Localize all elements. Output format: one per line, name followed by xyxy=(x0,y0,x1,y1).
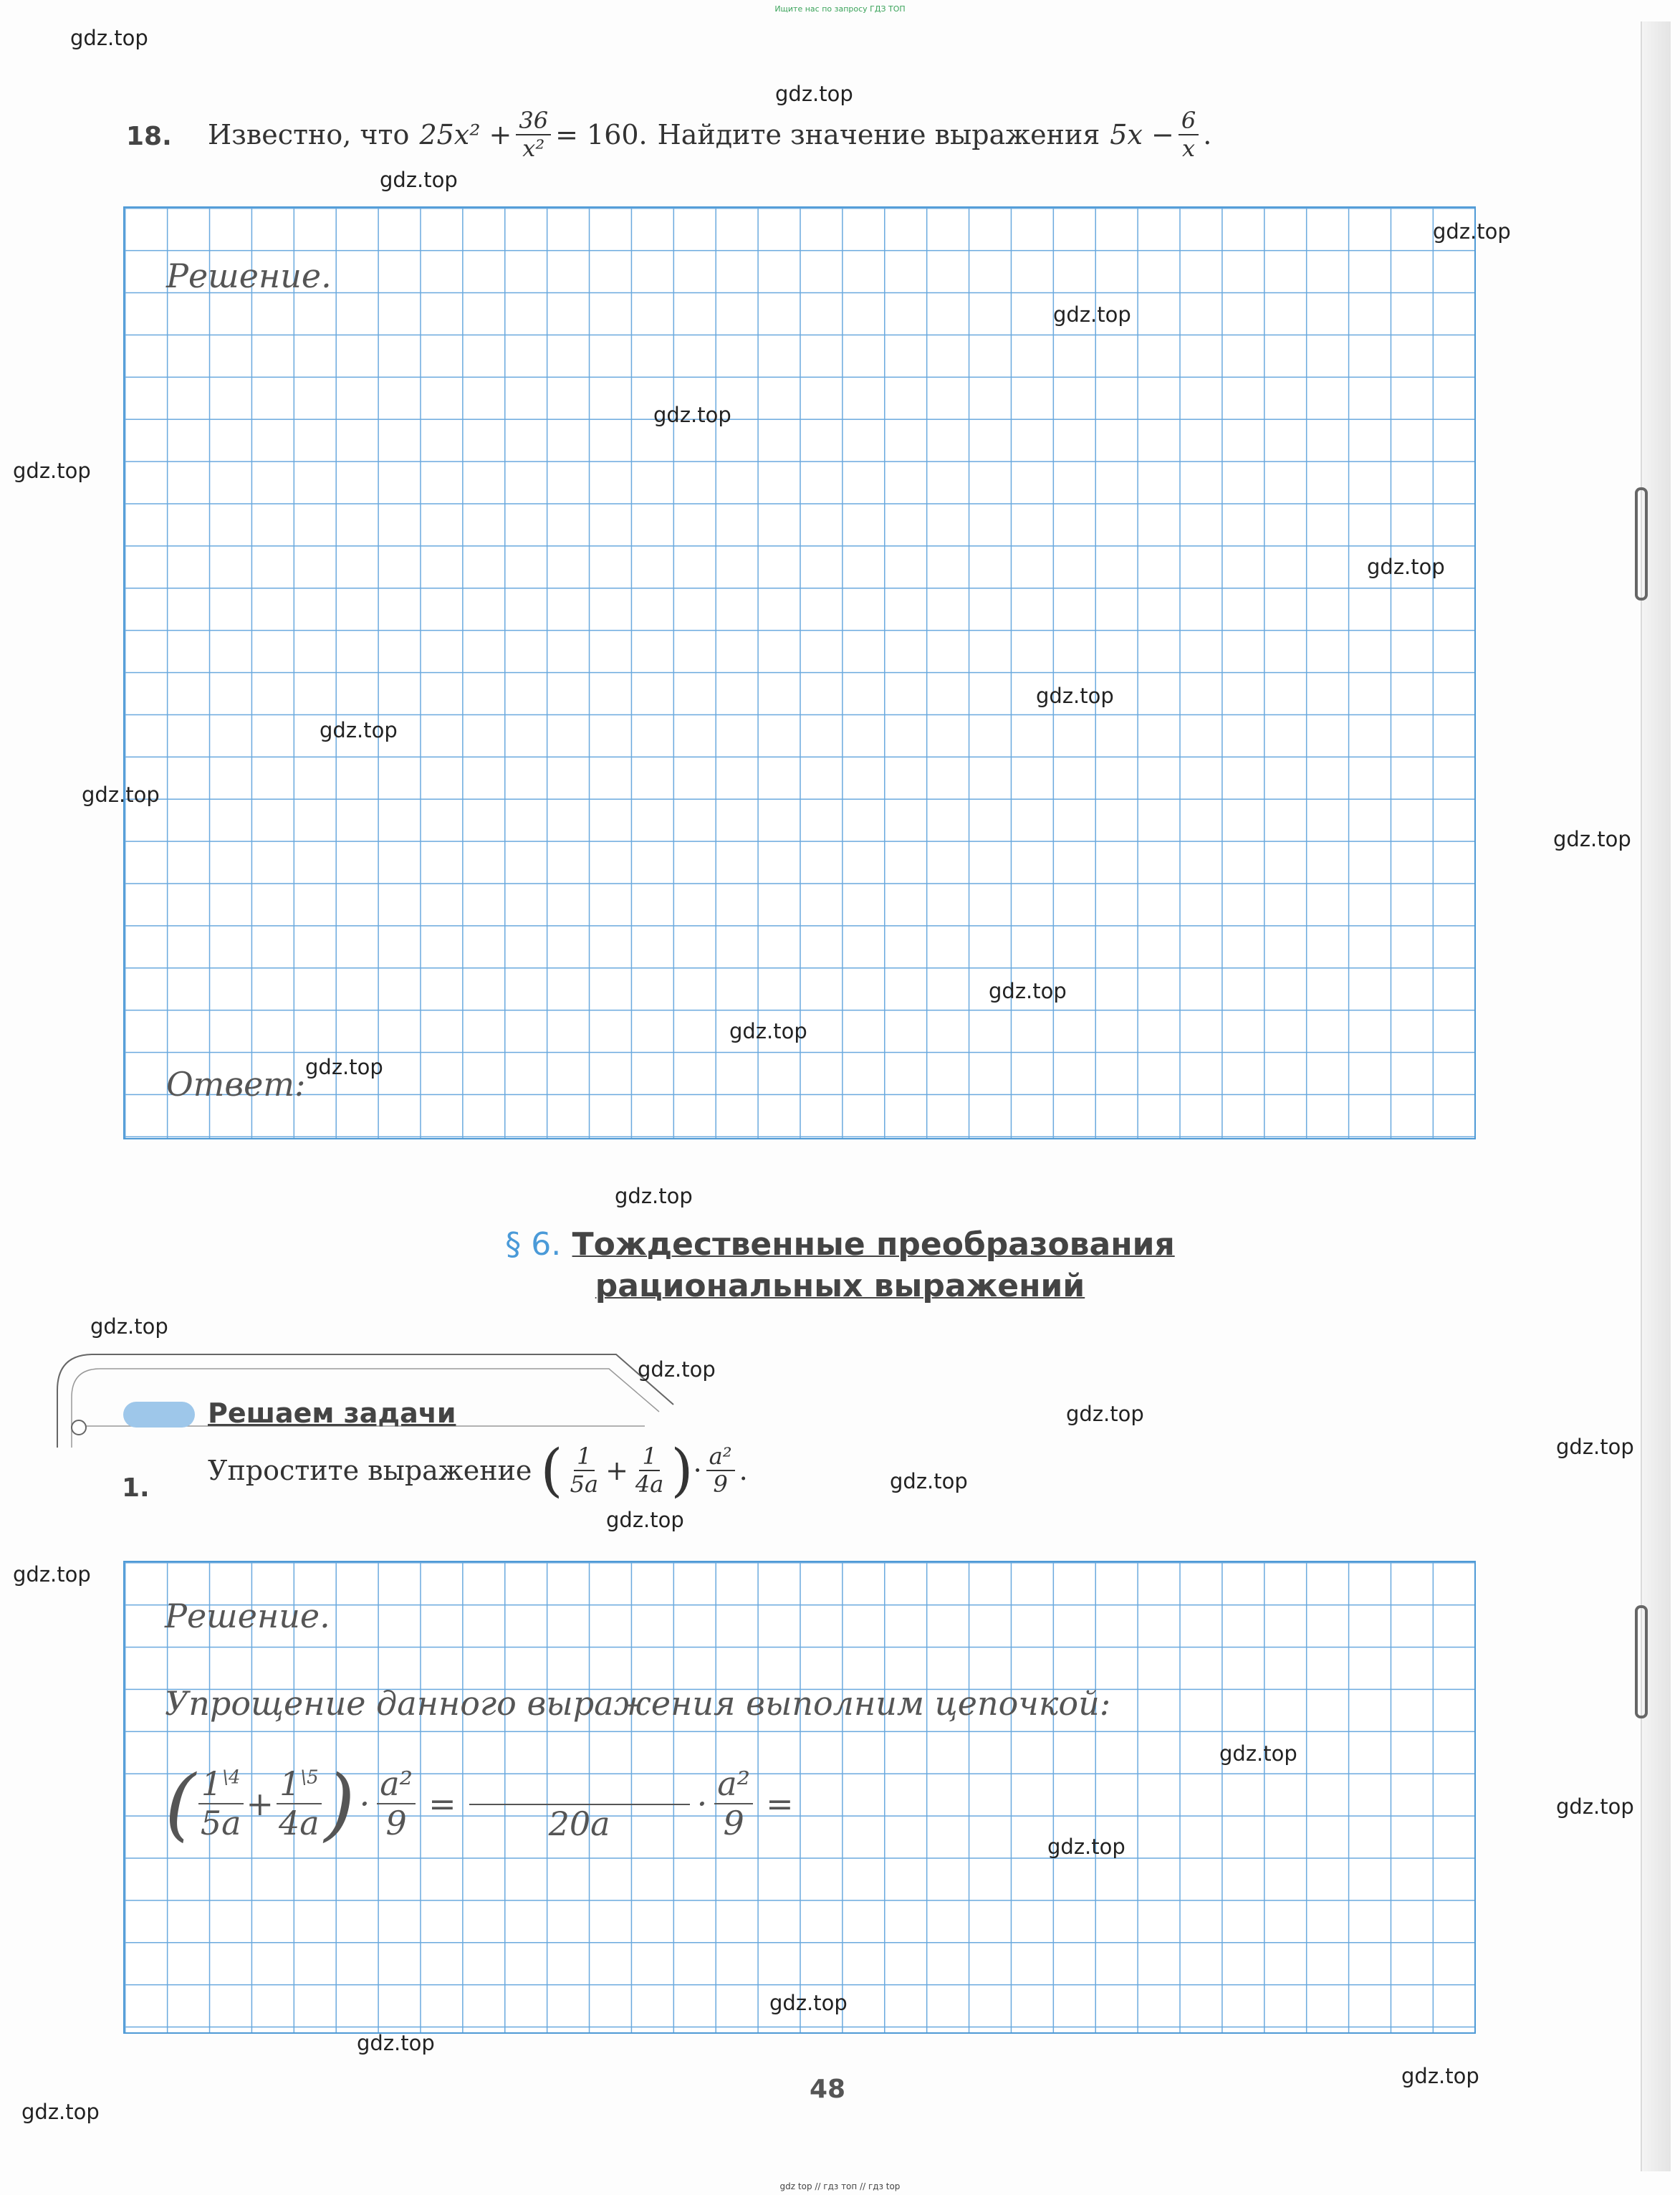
watermark: gdz.top xyxy=(13,459,91,483)
watermark: gdz.top xyxy=(21,2100,100,2124)
top-banner: Ищите нас по запросу ГДЗ ТОП xyxy=(774,4,906,14)
fraction-denominator: x² xyxy=(522,134,545,162)
section-title-2 xyxy=(0,1266,1680,1307)
watermark: gdz.top xyxy=(729,1019,807,1043)
fraction-numerator: $1^{\backslash 4}$ xyxy=(198,1765,244,1804)
task-1-dot: . xyxy=(739,1455,748,1486)
hw-fraction-2 xyxy=(277,1765,322,1842)
watermark: gdz.top xyxy=(775,82,853,106)
task-1-fraction-3 xyxy=(706,1443,735,1498)
watermark: gdz.top xyxy=(13,1562,91,1587)
hw-fraction-3 xyxy=(377,1765,416,1842)
section-title-line-2: рациональных выражений xyxy=(595,1268,1085,1304)
fraction-denominator: 4a xyxy=(635,1470,664,1498)
fraction-denominator: 4a xyxy=(279,1804,320,1842)
watermark: gdz.top xyxy=(305,1055,383,1079)
task-18-eq-part2: = 160. xyxy=(555,118,648,150)
watermark: gdz.top xyxy=(1036,684,1114,708)
fraction-numerator: 6 xyxy=(1179,107,1199,135)
task-1-number: 1. xyxy=(122,1473,150,1503)
binding-staple xyxy=(1635,487,1648,601)
times-sign: · xyxy=(696,1784,708,1823)
fraction-numerator: 1 xyxy=(574,1443,594,1471)
fraction-numerator: $1^{\backslash 5}$ xyxy=(277,1765,322,1804)
tab-label: Решаем задачи xyxy=(208,1397,456,1429)
watermark: gdz.top xyxy=(380,168,458,192)
task-18-text-middle: Найдите значение выражения xyxy=(657,118,1100,150)
watermark: gdz.top xyxy=(606,1508,684,1532)
task-1-fraction-2 xyxy=(633,1443,666,1498)
fraction-numerator xyxy=(469,1765,690,1805)
fraction-denominator: x xyxy=(1181,134,1196,162)
fraction-denominator: 5a xyxy=(570,1470,599,1498)
fraction-numerator: 1 xyxy=(639,1443,659,1471)
fraction-denominator: 9 xyxy=(713,1470,728,1498)
task-18-statement xyxy=(208,107,1211,162)
watermark: gdz.top xyxy=(989,979,1067,1003)
watermark: gdz.top xyxy=(1433,219,1511,244)
task-18-dot: . xyxy=(1203,118,1212,150)
watermark: gdz.top xyxy=(1219,1741,1297,1766)
watermark: gdz.top xyxy=(1401,2064,1479,2088)
task-18-expr-part: 5x − xyxy=(1110,118,1174,150)
right-paren: ) xyxy=(324,1758,355,1850)
answer-grid-task-18 xyxy=(123,206,1476,1139)
watermark: gdz.top xyxy=(1367,555,1445,579)
fraction-numerator: a² xyxy=(706,1443,735,1471)
solution-label: Решение. xyxy=(166,257,332,295)
task-1-fraction-1 xyxy=(567,1443,601,1498)
tab-pill-decoration xyxy=(123,1402,195,1428)
left-paren: ( xyxy=(165,1758,196,1850)
plus-sign: + xyxy=(246,1784,274,1823)
equals-sign: = xyxy=(428,1784,456,1823)
hw-fraction-1 xyxy=(198,1765,244,1842)
right-paren: ) xyxy=(671,1437,693,1503)
section-title xyxy=(0,1224,1680,1266)
hw-fraction-4 xyxy=(469,1765,690,1843)
fraction-denominator: 9 xyxy=(723,1804,744,1842)
page-edge-shadow xyxy=(1641,21,1671,2171)
task-1-text: Упростите выражение xyxy=(208,1455,532,1486)
hw-fraction-5 xyxy=(714,1765,753,1842)
times-sign: · xyxy=(359,1784,370,1823)
watermark: gdz.top xyxy=(890,1469,968,1493)
watermark: gdz.top xyxy=(1556,1435,1634,1459)
solution-line-1: Упрощение данного выражения выполним цепочкой: xyxy=(165,1684,1111,1723)
fraction-denominator: 5a xyxy=(200,1804,241,1842)
solution-label: Решение. xyxy=(165,1597,330,1635)
watermark: gdz.top xyxy=(70,26,148,50)
watermark: gdz.top xyxy=(1066,1402,1144,1426)
watermark: gdz.top xyxy=(1553,827,1631,851)
watermark: gdz.top xyxy=(90,1314,168,1339)
fraction-numerator: a² xyxy=(714,1765,753,1804)
answer-label: Ответ: xyxy=(166,1065,306,1104)
task-18-fraction-1 xyxy=(516,107,551,162)
fraction-numerator: 36 xyxy=(516,107,551,135)
bottom-banner: gdz top // гдз топ // гдз top xyxy=(779,2181,901,2191)
section-title-line-1: Тождественные преобразования xyxy=(572,1226,1175,1263)
watermark: gdz.top xyxy=(638,1357,716,1382)
watermark: gdz.top xyxy=(769,1991,848,2015)
task-1-statement xyxy=(208,1437,748,1503)
equals-sign: = xyxy=(766,1784,794,1823)
solution-chain xyxy=(165,1758,804,1850)
fraction-denominator: 9 xyxy=(385,1804,407,1842)
watermark: gdz.top xyxy=(1053,302,1131,327)
task-18-fraction-2 xyxy=(1179,107,1199,162)
plus-sign: + xyxy=(605,1455,628,1486)
fraction-numerator: a² xyxy=(377,1765,416,1804)
task-18-text-before: Известно, что xyxy=(208,118,410,150)
section-number: § 6. xyxy=(505,1226,562,1263)
watermark: gdz.top xyxy=(357,2031,435,2055)
times-sign: · xyxy=(693,1455,702,1486)
watermark: gdz.top xyxy=(1556,1794,1634,1819)
fraction-denominator: 20a xyxy=(548,1804,610,1843)
watermark: gdz.top xyxy=(320,718,398,742)
page-number: 48 xyxy=(810,2075,846,2104)
watermark: gdz.top xyxy=(653,403,731,427)
task-18-eq-part1: 25x² + xyxy=(419,118,512,150)
watermark: gdz.top xyxy=(1047,1835,1125,1859)
watermark: gdz.top xyxy=(615,1184,693,1208)
binding-staple xyxy=(1635,1605,1648,1718)
task-18-number: 18. xyxy=(126,122,172,151)
left-paren: ( xyxy=(540,1437,563,1503)
watermark: gdz.top xyxy=(82,783,160,807)
